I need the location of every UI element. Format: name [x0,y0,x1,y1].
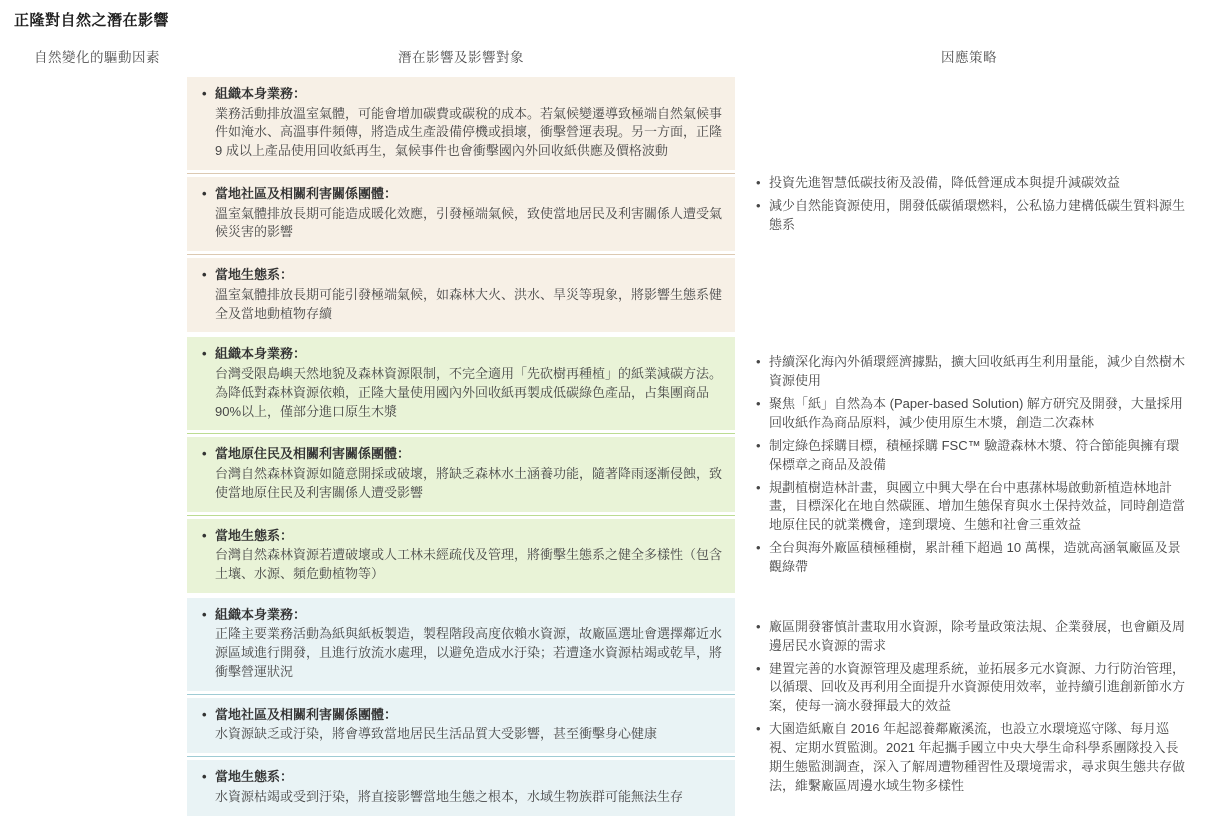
divider [187,430,735,437]
impact-body: 台灣自然森林資源若遭破壞或人工林未經疏伐及管理，將衝擊生態系之健全多樣性（包含土壤、水源、頻危動植物等） [215,547,723,581]
impact-body: 正隆主要業務活動為紙與紙板製造，製程階段高度依賴水資源，故廠區選址會選擇鄰近水源區域進行開發，且進行放流水處理，以避免造成水汙染；若遭逢水資源枯竭或乾旱，將衝擊營運狀況 [215,626,723,679]
driver-label: 資源使用 / 補充 [48,472,146,488]
thermometer-globe-icon [58,155,136,221]
impact-item [187,77,735,170]
strategy-item: • 規劃植樹造林計畫，與國立中興大學在台中惠蓀林場啟動新植造林地計畫，目標深化在地自然碳匯、增加生態保育與水土保持效益，同時創造當地原住民的就業機會，達到環境、生態和社會三重效益 [755,479,1188,536]
strategy-item: • 全台與海外廠區積極種樹，累計種下超過 10 萬棵，造就高涵氧廠區及景觀綠帶 [755,539,1188,577]
impact-item [187,519,735,593]
strategy-item: • 聚焦「紙」自然為本 (Paper-based Solution) 解方研究及開發，大量採用回收紙作為商品原料，減少使用原生木漿，創造二次森林 [755,395,1188,433]
strategy-cell-water-resources [742,596,1196,816]
water-drop-waves-icon [64,611,130,671]
impact-heading: • 當地生態系： [201,526,723,546]
driver-label: 氣候變遷 [69,232,125,248]
impact-heading: • 組織本身業務： [201,344,723,364]
driver-cell-climate-change [14,75,180,332]
column-header-impact: 潛在影響及影響對象 [398,50,524,65]
divider [187,691,735,698]
column-headers [14,30,1196,75]
driver-label: ( 排放汙水 ) [59,755,135,771]
strategy-cell-forest-resources [742,335,1196,592]
driver-cell-water-resources [14,596,180,816]
impact-item [187,258,735,332]
impact-body: 溫室氣體排放長期可能造成暖化效應，引發極端氣候，致使當地居民及利害關係人遭受氣候災害的影響 [215,205,723,240]
impact-item [187,598,735,691]
impact-item [187,437,735,511]
pine-forest-icon [60,411,134,461]
strategy-list [755,353,1188,576]
divider [187,512,735,519]
impact-heading: • 當地生態系： [201,265,723,285]
strategy-item: • 制定綠色採購目標，積極採購 FSC™ 驗證森林木漿、符合節能與擁有環保標章之商品及設備 [755,437,1188,475]
impact-body: 台灣受限島嶼天然地貌及森林資源限制，不完全適用「先砍樹再種植」的紙業減碳方法。為降低對森林資源依賴，正隆大量使用國內外回收紙再製成低碳綠色產品，占集團商品 90%以上，僅部分進口原生木漿 [215,365,723,419]
impact-body: 業務活動排放溫室氣體，可能會增加碳費或碳稅的成本。若氣候變遷導致極端自然氣候事件如淹水、高溫事件頻傳，將造成生產設備停機或損壞，衝擊營運表現。另一方面，正隆 9 成以上產品使用回收紙再生，氣候事件也會衝擊國內外回收紙供應及價格波動 [215,105,723,159]
driver-label: 資源使用 / 補充 [48,682,146,698]
driver-label: ( 水資源 ) [66,707,128,723]
strategy-item: • 大園造紙廠自 2016 年起認養鄰廠溪流，也設立水環境巡守隊、每月巡視、定期水質監測。2021 年起攜手國立中央大學生命科學系團隊投入長期生態監測調查，深入了解周遭物種習性及環境需求，尋求與生態共存做法，維繫廠區周邊水域生物多樣性 [755,720,1188,795]
column-header-strategy: 因應策略 [941,50,997,65]
divider [187,753,735,760]
impact-heading: • 組織本身業務： [201,84,723,104]
strategy-cell-climate-change [742,75,1196,332]
page-title: 正隆對自然之潛在影響 [14,12,170,29]
impact-heading: • 當地社區及相關利害關係團體： [201,705,723,725]
impact-item [187,760,735,815]
impact-heading: • 當地生態系： [201,767,723,787]
impact-heading: • 當地社區及相關利害關係團體： [201,184,723,204]
driver-label: 汙染 / 汙染移除 [48,731,146,747]
driver-label: 自然的狀態 [62,780,132,796]
impact-item [187,698,735,753]
impact-body: 溫室氣體排放長期可能引發極端氣候，如森林大火、洪水、旱災等現象，將影響生態系健全及當地動植物存續 [215,286,723,321]
impact-heading: • 當地原住民及相關利害關係團體： [201,444,723,464]
strategy-list [755,174,1188,235]
driver-cell-forest-resources [14,335,180,592]
strategy-item: • 廠區開發審慎計畫取用水資源，除考量政策法規、企業發展，也會顧及周邊居民水資源的需求 [755,618,1188,656]
impact-item [187,177,735,251]
strategy-item: • 減少自然能資源使用，開發低碳循環燃料，公私協力建構低碳生質料源生態系 [755,197,1188,235]
impact-body: 水資源枯竭或受到汙染，將直接影響當地生態之根本，水域生物族群可能無法生存 [215,788,684,804]
strategy-item: • 投資先進智慧低碳技術及設備，降低營運成本與提升減碳效益 [755,174,1188,193]
impact-heading: • 組織本身業務： [201,605,723,625]
nature-impact-table [14,75,1196,816]
impact-body: 水資源缺乏或汙染，將會導致當地居民生活品質大受影響，甚至衝擊身心健康 [215,726,658,742]
divider [187,170,735,177]
impact-cell-forest-resources [187,335,735,592]
impact-item [187,337,735,430]
impact-body: 台灣自然森林資源如隨意開採或破壞，將缺乏森林水土涵養功能，隨著降雨逐漸侵蝕，致使當地原住民及利害關係人遭受影響 [215,465,723,500]
divider [187,251,735,258]
strategy-list [755,618,1188,796]
driver-label: ( 森林資源 ) [59,497,135,513]
column-header-driver: 自然變化的驅動因素 [34,50,160,65]
strategy-item: • 建置完善的水資源管理及處理系統，並拓展多元水資源、力行防治管理，以循環、回收及再利用全面提升水資源使用效率，並持續引進創新節水方案，使每一滴水發揮最大的效益 [755,660,1188,717]
impact-cell-water-resources [187,596,735,816]
impact-cell-climate-change [187,75,735,332]
strategy-item: • 持續深化海內外循環經濟據點，擴大回收紙再生利用量能，減少自然樹木資源使用 [755,353,1188,391]
